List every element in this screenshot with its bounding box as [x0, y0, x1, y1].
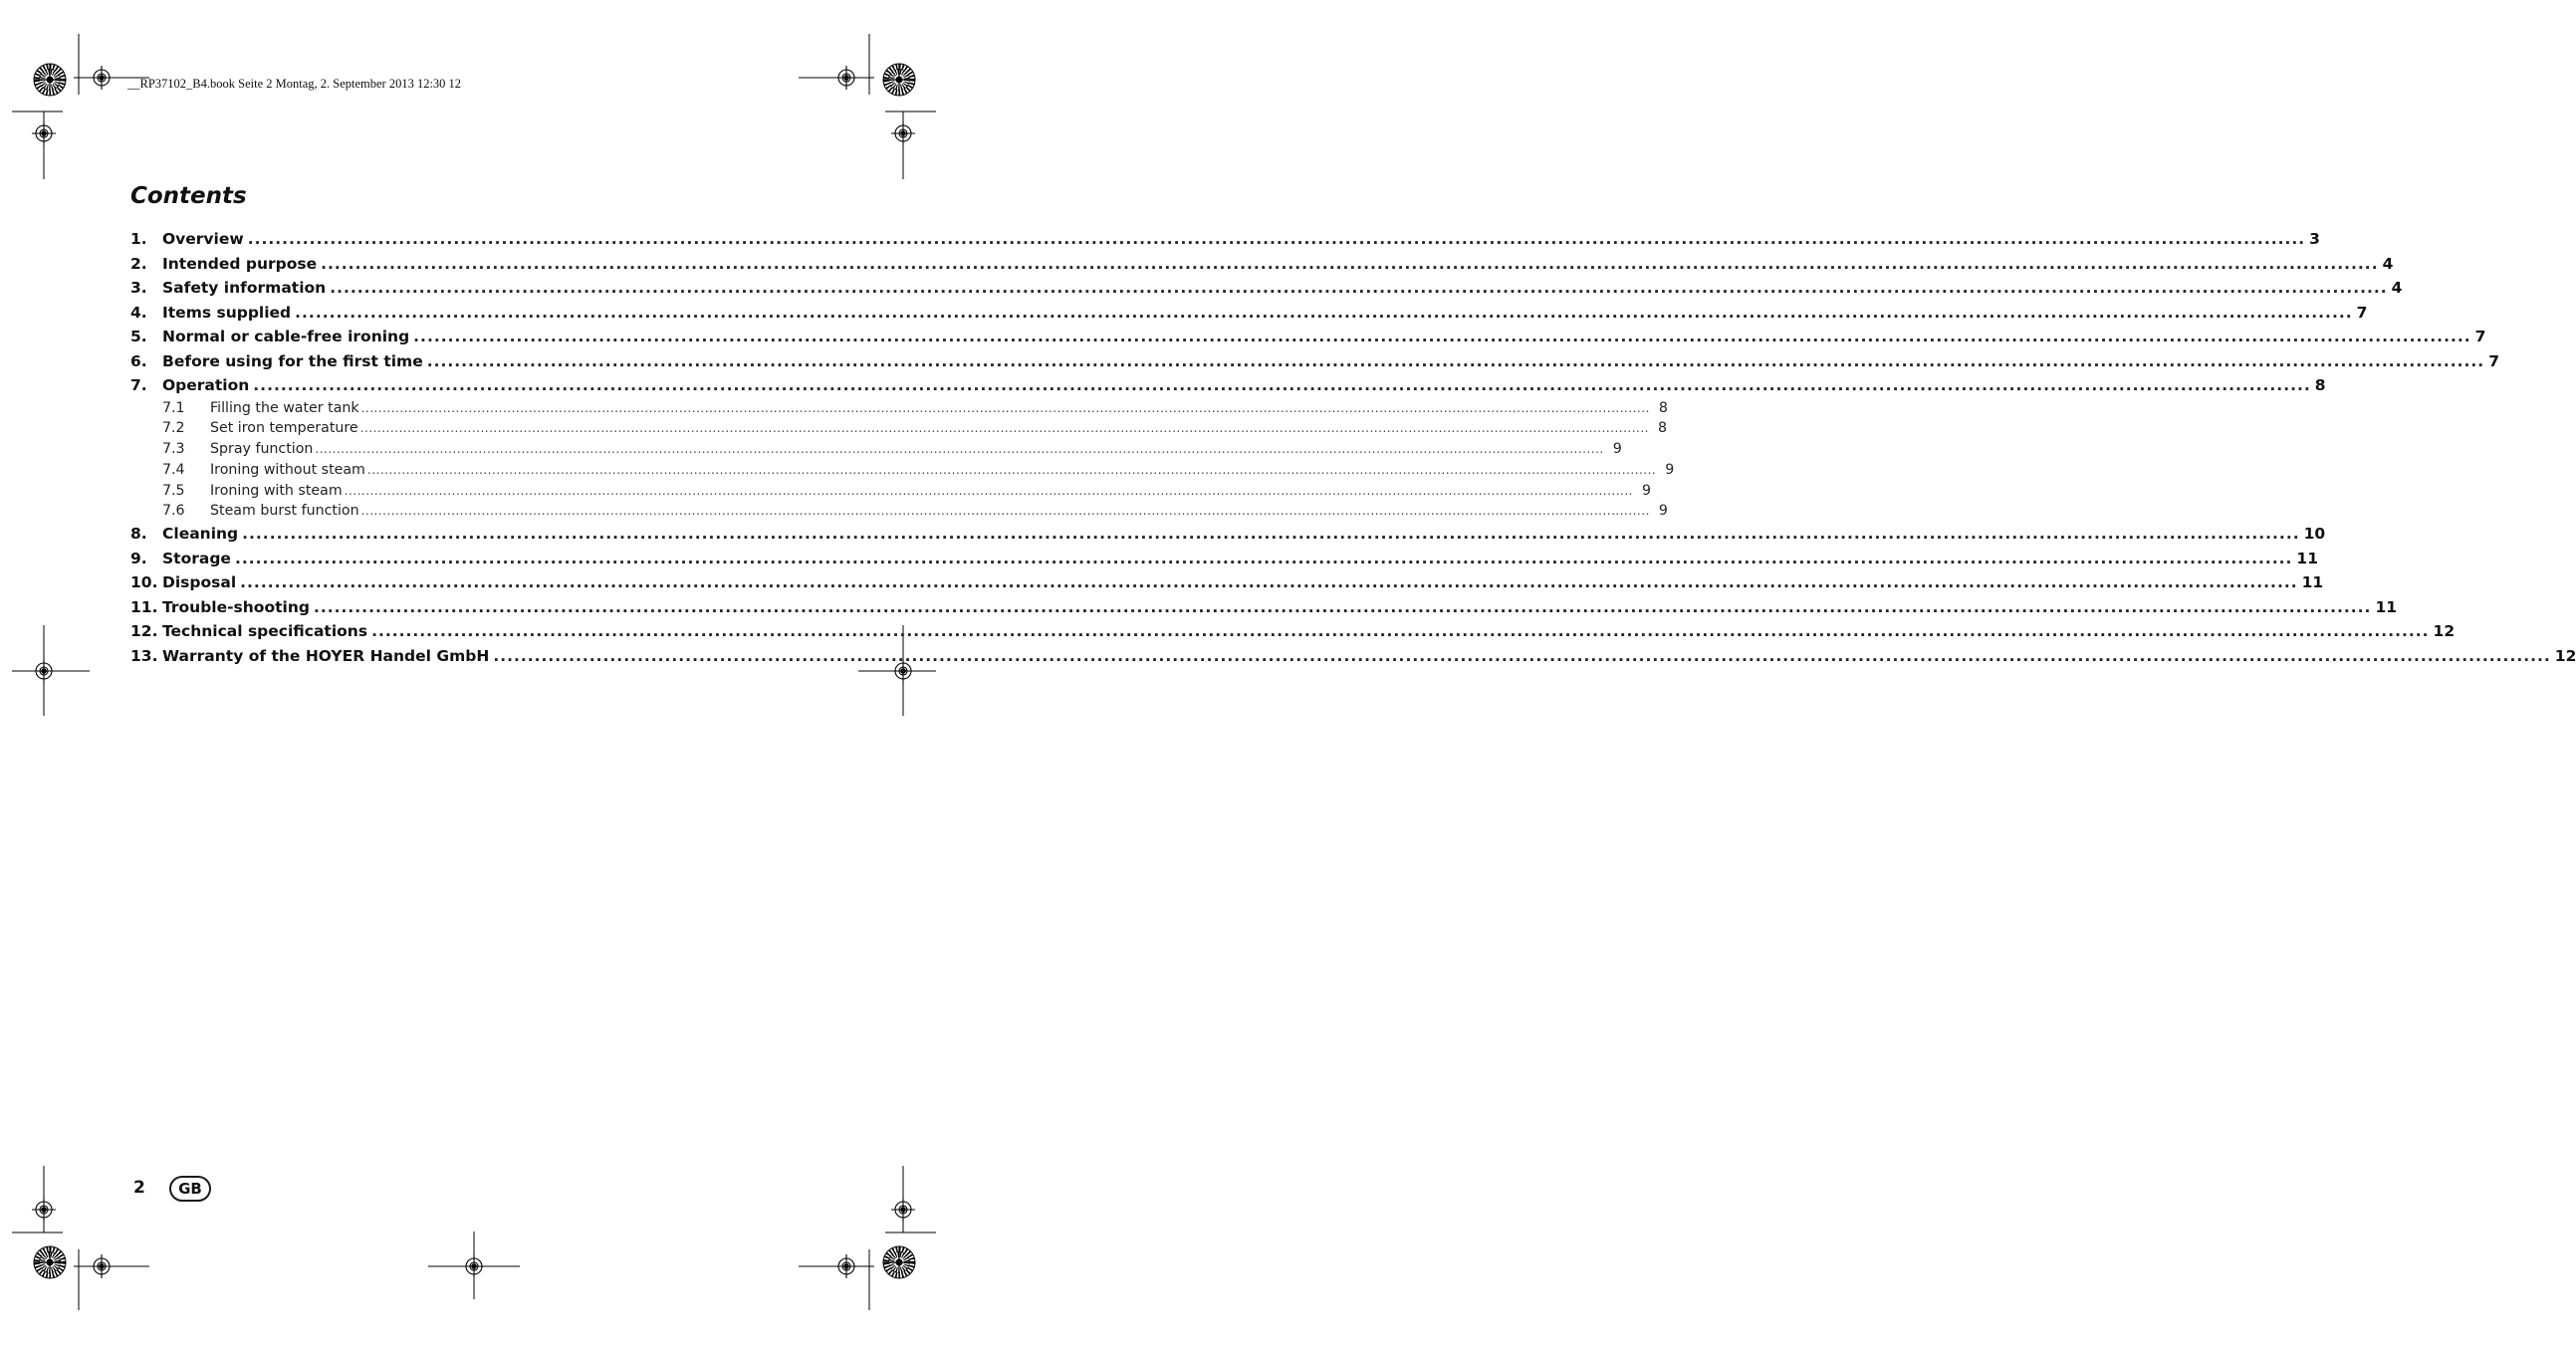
- toc-entry-label: Overview: [162, 230, 244, 248]
- toc-entry-number: 7.5: [162, 482, 185, 499]
- toc-entry-label: Before using for the first time: [162, 351, 423, 370]
- toc-entry-page: 9: [1612, 441, 1622, 458]
- toc-entry[interactable]: [130, 644, 2576, 669]
- toc-entry-number: 11.: [130, 597, 158, 616]
- toc-dot-leader: ............................................................................................................................................................................................................................................................................................................: [313, 597, 2372, 616]
- toc-entry-number: 5.: [130, 328, 147, 345]
- toc-entry[interactable]: [130, 276, 2403, 301]
- toc-dot-leader: ............................................................................................................................................................................................................................................................................................................: [321, 254, 2379, 273]
- toc-entry-label: Technical specifications: [162, 622, 368, 641]
- toc-dot-leader: ............................................................................................................................................................................................................................................................................................................: [360, 504, 1650, 519]
- book-info-slug: __RP37102_B4.book Seite 2 Montag, 2. September 2013 12:30 12: [127, 77, 462, 91]
- toc-entry-page: 11: [2301, 573, 2324, 592]
- toc-entry[interactable]: [130, 252, 2394, 277]
- toc-entry[interactable]: [130, 522, 2326, 547]
- toc-dot-leader: ............................................................................................................................................................................................................................................................................................................: [359, 421, 1649, 436]
- toc-dot-leader: ............................................................................................................................................................................................................................................................................................................: [493, 646, 2551, 665]
- toc-entry[interactable]: [130, 349, 2499, 374]
- toc-entry-number: 7.1: [162, 399, 185, 416]
- toc-dot-leader: ............................................................................................................................................................................................................................................................................................................: [371, 622, 2430, 641]
- toc-entry-number: 1.: [130, 230, 147, 248]
- language-badge: GB: [169, 1176, 211, 1202]
- toc-entry-number: 7.6: [162, 503, 185, 520]
- toc-entry-label: Spray function: [210, 441, 314, 458]
- toc-entry-label: Cleaning: [162, 525, 239, 544]
- toc-entry-number: 3.: [130, 279, 147, 297]
- toc-entry-page: 7: [2356, 303, 2368, 322]
- toc-entry-number: 12.: [130, 622, 158, 641]
- toc-entry[interactable]: [130, 570, 2324, 595]
- toc-subentry[interactable]: [130, 439, 1622, 460]
- toc-entry-label: Steam burst function: [210, 503, 359, 520]
- toc-entry-number: 7.2: [162, 420, 185, 437]
- toc-entry-page: 4: [2382, 254, 2394, 273]
- toc-entry-label: Intended purpose: [162, 254, 318, 273]
- toc-subentry[interactable]: [130, 501, 1668, 522]
- toc-entry-page: 4: [2391, 279, 2403, 297]
- toc-entry-page: 9: [1641, 482, 1651, 499]
- page-number: 2: [133, 1178, 145, 1198]
- toc-entry-page: 8: [1657, 420, 1667, 437]
- toc-entry-number: 7.: [130, 376, 147, 394]
- toc-entry-number: 2.: [130, 254, 147, 273]
- toc-subentry[interactable]: [130, 418, 1667, 439]
- toc-entry-page: 9: [1665, 461, 1675, 478]
- toc-entry-label: Ironing without steam: [210, 461, 365, 478]
- toc-entry-number: 7.4: [162, 461, 185, 478]
- toc-entry-page: 11: [2296, 549, 2318, 567]
- toc-entry-page: 12: [2554, 646, 2576, 665]
- toc-entry-page: 8: [1658, 399, 1668, 416]
- toc-dot-leader: ............................................................................................................................................................................................................................................................................................................: [413, 328, 2471, 345]
- toc-dot-leader: ............................................................................................................................................................................................................................................................................................................: [247, 230, 2306, 248]
- toc-dot-leader: ............................................................................................................................................................................................................................................................................................................: [315, 442, 1604, 457]
- toc-entry-page: 9: [1658, 503, 1668, 520]
- toc-dot-leader: ............................................................................................................................................................................................................................................................................................................: [344, 483, 1633, 498]
- toc-dot-leader: ............................................................................................................................................................................................................................................................................................................: [253, 376, 2311, 394]
- toc-dot-leader: ............................................................................................................................................................................................................................................................................................................: [366, 462, 1657, 477]
- toc-entry[interactable]: [130, 325, 2486, 349]
- toc-entry-label: Trouble-shooting: [162, 597, 310, 616]
- toc-dot-leader: ............................................................................................................................................................................................................................................................................................................: [360, 400, 1650, 415]
- toc-entry-label: Storage: [162, 549, 231, 567]
- toc-entry[interactable]: [130, 619, 2456, 644]
- toc-entry-number: 7.3: [162, 441, 185, 458]
- toc-subentry[interactable]: [130, 460, 1675, 481]
- toc-entry-number: 10.: [130, 573, 158, 592]
- toc-entry-number: 8.: [130, 525, 147, 544]
- page-title: Contents: [130, 183, 247, 209]
- toc-dot-leader: ............................................................................................................................................................................................................................................................................................................: [234, 549, 2293, 567]
- toc-entry-label: Items supplied: [162, 303, 292, 322]
- toc-entry-label: Operation: [162, 376, 250, 394]
- toc-subentry[interactable]: [130, 398, 1668, 419]
- toc-entry[interactable]: [130, 227, 2320, 252]
- toc-entry-number: 4.: [130, 303, 147, 322]
- toc-entry-page: 3: [2309, 230, 2320, 248]
- toc-entry[interactable]: [130, 373, 2326, 398]
- toc-entry-label: Disposal: [162, 573, 237, 592]
- table-of-contents: [130, 227, 2576, 668]
- toc-dot-leader: ............................................................................................................................................................................................................................................................................................................: [240, 573, 2298, 592]
- toc-entry-label: Normal or cable-free ironing: [162, 328, 410, 345]
- toc-entry[interactable]: [130, 595, 2398, 620]
- toc-dot-leader: ............................................................................................................................................................................................................................................................................................................: [295, 303, 2353, 322]
- toc-dot-leader: ............................................................................................................................................................................................................................................................................................................: [426, 351, 2485, 370]
- toc-entry[interactable]: [130, 301, 2368, 326]
- toc-entry-label: Ironing with steam: [210, 482, 343, 499]
- toc-entry-number: 6.: [130, 351, 147, 370]
- toc-subentry[interactable]: [130, 481, 1651, 502]
- toc-entry-page: 7: [2474, 328, 2486, 345]
- toc-dot-leader: ............................................................................................................................................................................................................................................................................................................: [242, 525, 2300, 544]
- toc-entry-label: Safety information: [162, 279, 327, 297]
- toc-entry-label: Set iron temperature: [210, 420, 358, 437]
- toc-entry-page: 8: [2314, 376, 2326, 394]
- toc-entry-label: Warranty of the HOYER Handel GmbH: [162, 646, 490, 665]
- toc-entry-page: 11: [2375, 597, 2398, 616]
- toc-entry-label: Filling the water tank: [210, 399, 359, 416]
- toc-dot-leader: ............................................................................................................................................................................................................................................................................................................: [330, 279, 2388, 297]
- toc-entry-page: 10: [2303, 525, 2326, 544]
- toc-entry-page: 7: [2488, 351, 2499, 370]
- toc-entry[interactable]: [130, 547, 2318, 571]
- toc-entry-number: 13.: [130, 646, 158, 665]
- toc-entry-page: 12: [2433, 622, 2456, 641]
- toc-entry-number: 9.: [130, 549, 147, 567]
